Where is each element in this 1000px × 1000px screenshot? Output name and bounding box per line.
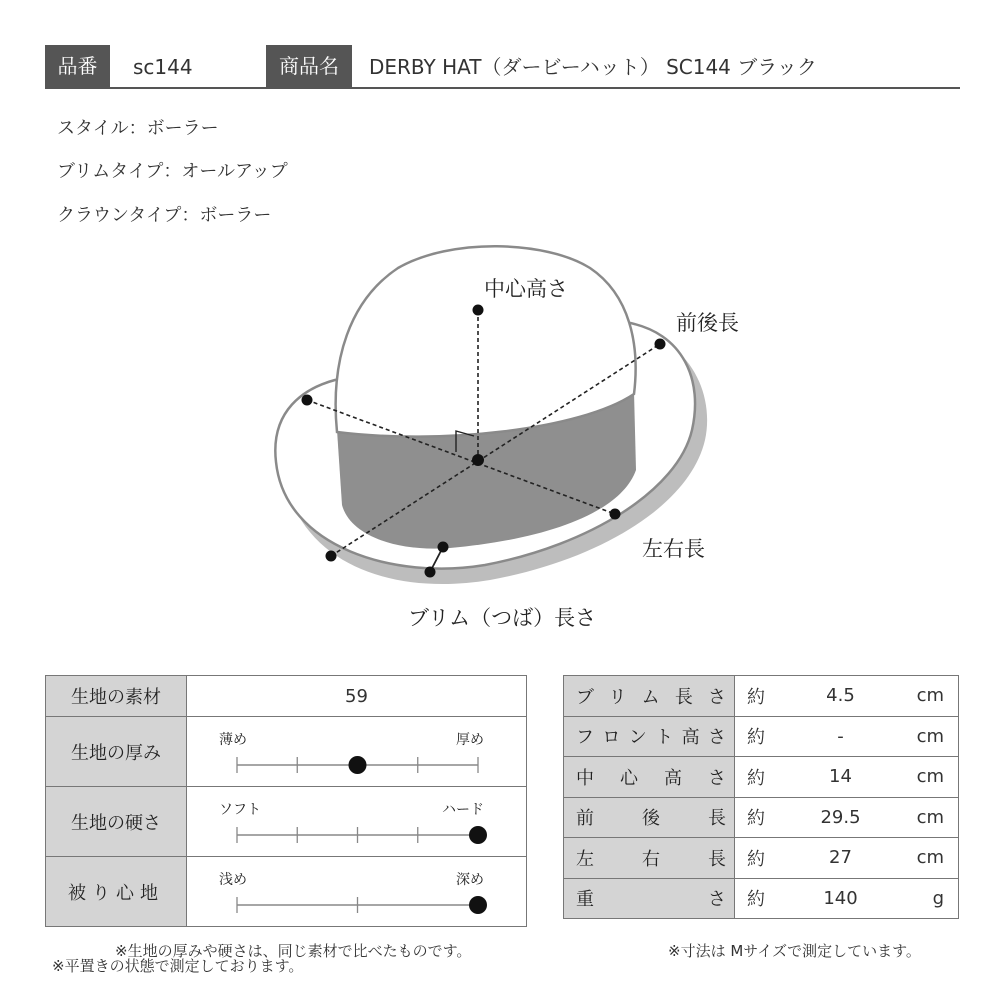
product-header [45,45,960,89]
size-label: 中心高さ [564,757,735,798]
size-value: 27 [787,838,894,879]
crown-height-label: 中心高さ [484,277,568,301]
attr-brim-type: ブリムタイプ：オールアップ [57,161,288,182]
size-label: 左右長 [564,838,735,879]
material-value: 59 [187,676,527,717]
hat-measurement-diagram [0,230,1000,640]
size-row [564,878,959,919]
size-label: フロント高さ [564,716,735,757]
size-label: 重さ [564,878,735,919]
size-label: ブリム長さ [564,676,735,717]
scale-marker [349,756,367,774]
hardness-slider [187,787,527,857]
item-number-label: 品番 [45,45,110,87]
crown [336,246,636,436]
size-value: 140 [787,878,894,919]
size-row [564,757,959,798]
fit-right-label: 深め [456,872,484,888]
size-unit: cm [894,757,959,798]
size-value: 14 [787,757,894,798]
product-name: DERBY HAT（ダービーハット） SC144 ブラック [369,55,817,79]
fit-slider [187,857,527,927]
fabric-table [45,675,527,927]
item-number: sc144 [133,55,193,79]
hardness-right-label: ハード [442,802,484,818]
size-unit: cm [894,676,959,717]
fit-left-label: 浅め [219,872,247,888]
size-row [564,676,959,717]
size-approx: 約 [735,878,788,919]
attr-style: スタイル：ボーラー [57,118,219,139]
hardness-scale [187,787,527,857]
size-unit: cm [894,838,959,879]
size-table [563,675,959,919]
size-row [564,716,959,757]
product-name-label: 商品名 [266,45,352,87]
size-label: 前後長 [564,797,735,838]
thickness-label: 生地の厚み [46,717,187,787]
size-approx: 約 [735,838,788,879]
size-value: - [787,716,894,757]
fit-scale [187,857,527,927]
note-size-m: ※寸法は Mサイズで測定しています。 [668,942,921,960]
attr-crown-type: クラウンタイプ：ボーラー [57,205,272,226]
size-approx: 約 [735,676,788,717]
fit-label: 被り心地 [46,857,187,927]
thickness-slider [187,717,527,787]
note-fabric-comparison: ※生地の厚みや硬さは、同じ素材で比べたものです。 [115,942,472,960]
thickness-scale [187,717,527,787]
size-approx: 約 [735,716,788,757]
scale-marker [469,896,487,914]
size-approx: 約 [735,797,788,838]
brim-length-label: ブリム（つば）長さ [408,606,597,630]
material-label: 生地の素材 [46,676,187,717]
thickness-right-label: 厚め [456,732,484,748]
thickness-left-label: 薄め [219,732,247,748]
size-value: 29.5 [787,797,894,838]
size-unit: cm [894,716,959,757]
note-flat-measure: ※平置きの状態で測定しております。 [52,957,304,975]
size-row [564,797,959,838]
size-value: 4.5 [787,676,894,717]
hardness-label: 生地の硬さ [46,787,187,857]
hardness-left-label: ソフト [219,802,261,818]
scale-marker [469,826,487,844]
size-unit: cm [894,797,959,838]
front-back-label: 前後長 [676,311,739,335]
size-unit: g [894,878,959,919]
left-right-label: 左右長 [642,537,705,561]
size-row [564,838,959,879]
size-approx: 約 [735,757,788,798]
